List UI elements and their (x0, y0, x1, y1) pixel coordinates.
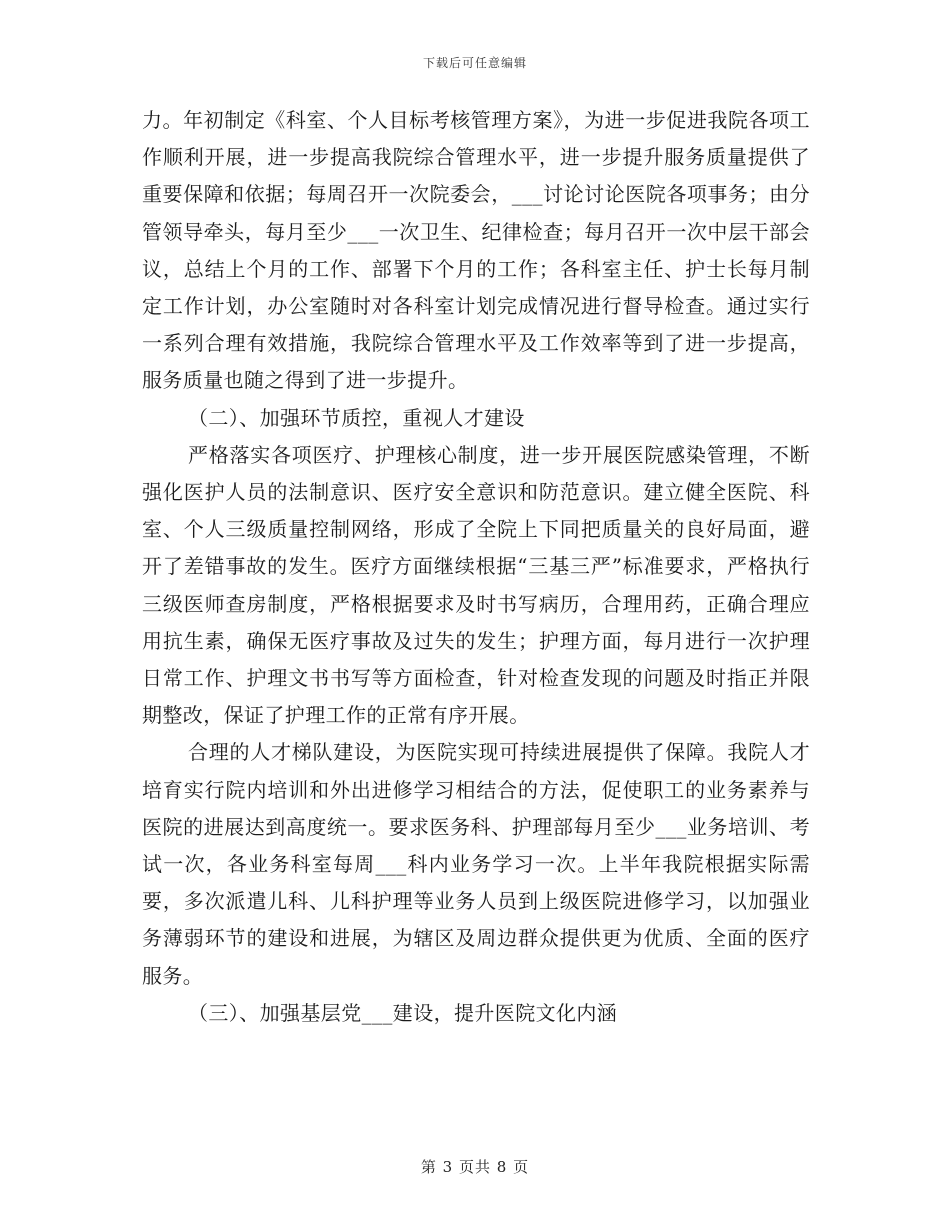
page-header-note: 下载后可任意编辑 (422, 56, 527, 70)
page-number: 第 3 页共 8 页 (420, 1158, 530, 1176)
section-heading-2: （二）、加强环节质控，重视人才建设 (188, 405, 525, 430)
document-body (142, 102, 810, 1032)
paragraph-management: 力。年初制定《科室、个人目标考核管理方案》，为进一步促进我院各项工作顺利开展，进一步提高我院综合管理水平，进一步提升服务质量提供了重要保障和依据；每周召开一次院委会，___讨论讨论医院各项事务；由分管领导牵头，每月至少___一次卫生、纪律检查；每月召开一次中层干部会议，总结上个月的工作、部署下个月的工作；各科室主任、护士长每月制定工作计划，办公室随时对各科室计划完成情况进行督导检查。通过实行一系列合理有效措施，我院综合管理水平及工作效率等到了进一步提高，服务质量也随之得到了进一步提升。 (142, 108, 810, 393)
section-heading-3: （三）、加强基层党___建设，提升医院文化内涵 (188, 1000, 618, 1025)
paragraph-quality-control: 严格落实各项医疗、护理核心制度，进一步开展医院感染管理，不断强化医护人员的法制意识、医疗安全意识和防范意识。建立健全医院、科室、个人三级质量控制网络，形成了全院上下同把质量关的良好局面，避开了差错事故的发生。医疗方面继续根据“三基三严”标准要求，严格执行三级医师查房制度，严格根据要求及时书写病历，合理用药，正确合理应用抗生素，确保无医疗事故及过失的发生；护理方面，每月进行一次护理日常工作、护理文书书写等方面检查，针对检查发现的问题及时指正并限期整改，保证了护理工作的正常有序开展。 (142, 442, 810, 728)
paragraph-talent-training: 合理的人才梯队建设，为医院实现可持续进展提供了保障。我院人才培育实行院内培训和外出进修学习相结合的方法，促使职工的业务素养与医院的进展达到高度统一。要求医务科、护理部每月至少___业务培训、考试一次，各业务科室每周___科内业务学习一次。上半年我院根据实际需要，多次派遣儿科、儿科护理等业务人员到上级医院进修学习，以加强业务薄弱环节的建设和进展，为辖区及周边群众提供更为优质、全面的医疗服务。 (142, 740, 810, 988)
